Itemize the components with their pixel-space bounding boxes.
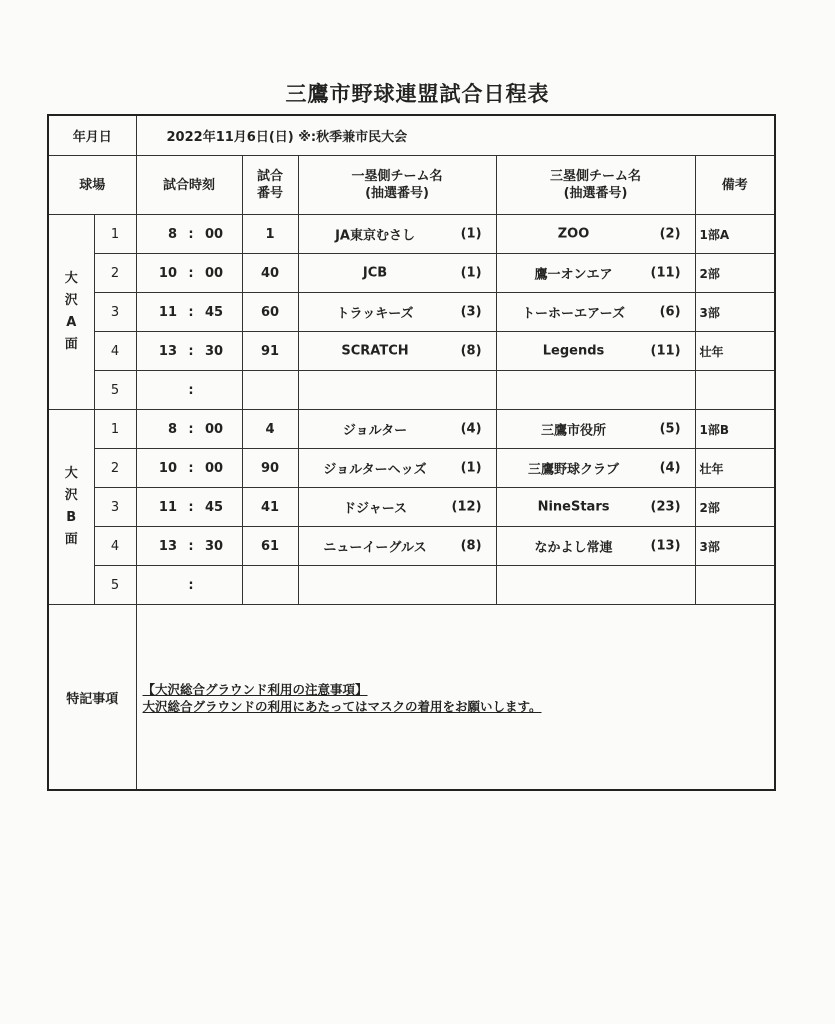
match-hour: 8: [167, 226, 178, 242]
match-row: [48, 449, 775, 488]
match-row: [48, 488, 775, 527]
time-colon: :: [188, 382, 194, 398]
match-minute: 30: [205, 538, 224, 554]
time-colon: :: [188, 460, 194, 476]
team-name: ジョルター: [342, 423, 408, 439]
notes-row: [48, 605, 775, 791]
team-name: ニューイーグルス: [323, 540, 427, 556]
lottery-number: (1): [460, 460, 482, 476]
match-time: [136, 254, 242, 293]
slot-number: 4: [94, 527, 136, 566]
first-base-team: [298, 527, 496, 566]
header-first-base: [298, 156, 496, 215]
remark: [695, 371, 775, 410]
remark: 壮年: [695, 332, 775, 371]
team-name: Legends: [542, 343, 605, 359]
team-name: なかよし常連: [534, 540, 613, 556]
match-row: [48, 410, 775, 449]
third-base-team: [496, 449, 695, 488]
header-third-base: [496, 156, 695, 215]
match-number: 1: [242, 215, 298, 254]
lottery-number: (4): [659, 460, 681, 476]
lottery-number: (8): [460, 538, 482, 554]
match-time: [136, 332, 242, 371]
lottery-number: (8): [460, 343, 482, 359]
match-time: [136, 527, 242, 566]
match-minute: 45: [205, 499, 224, 515]
lottery-number: (3): [460, 304, 482, 320]
slot-number: 5: [94, 371, 136, 410]
time-colon: :: [188, 226, 194, 242]
header-match-no: [242, 156, 298, 215]
notes-content: [136, 605, 775, 791]
match-row: [48, 293, 775, 332]
match-row: [48, 254, 775, 293]
header-first-base-line2: (抽選番号): [365, 186, 429, 201]
team-name: トラッキーズ: [336, 306, 414, 322]
remark: 1部B: [695, 410, 775, 449]
time-colon: :: [188, 343, 194, 359]
lottery-number: (11): [650, 343, 681, 359]
match-hour: 10: [158, 460, 178, 476]
match-number: 4: [242, 410, 298, 449]
venue-name-char: B: [66, 510, 77, 525]
slot-number: 2: [94, 449, 136, 488]
venue-name-char: 沢: [64, 488, 78, 503]
match-minute: 00: [205, 460, 224, 476]
match-number: 90: [242, 449, 298, 488]
lottery-number: (5): [659, 421, 681, 437]
third-base-team: [496, 254, 695, 293]
lottery-number: (6): [659, 304, 681, 320]
match-number: 91: [242, 332, 298, 371]
match-hour: 10: [158, 265, 178, 281]
team-name: JCB: [362, 265, 388, 281]
lottery-number: (11): [650, 265, 681, 281]
team-name: ZOO: [557, 226, 590, 242]
match-time: [136, 371, 242, 410]
remark: 3部: [695, 293, 775, 332]
first-base-team: [298, 449, 496, 488]
match-time: [136, 215, 242, 254]
match-number: 60: [242, 293, 298, 332]
time-colon: :: [188, 265, 194, 281]
match-time: [136, 293, 242, 332]
venue-name-char: 沢: [64, 293, 78, 308]
header-third-base-line1: 三塁側チーム名: [550, 169, 642, 184]
first-base-team: [298, 215, 496, 254]
team-name: トーホーエアーズ: [522, 306, 625, 322]
match-hour: 13: [158, 538, 178, 554]
remark: 3部: [695, 527, 775, 566]
date-label: 年月日: [48, 115, 136, 156]
team-name: 三鷹野球クラブ: [528, 462, 620, 478]
slot-number: 3: [94, 488, 136, 527]
third-base-team: [496, 215, 695, 254]
venue-name: [48, 215, 94, 410]
match-time: [136, 488, 242, 527]
third-base-team: [496, 332, 695, 371]
notes-line2: 大沢総合グラウンドの利用にあたってはマスクの着用をお願いします。: [142, 699, 542, 714]
notes-label: 特記事項: [48, 605, 136, 791]
first-base-team: [298, 254, 496, 293]
first-base-team: [298, 332, 496, 371]
lottery-number: (4): [460, 421, 482, 437]
venue-name-char: 大: [64, 271, 78, 286]
time-colon: :: [188, 421, 194, 437]
time-colon: :: [188, 577, 194, 593]
remark: 壮年: [695, 449, 775, 488]
time-colon: :: [188, 499, 194, 515]
match-number: 40: [242, 254, 298, 293]
date-row: [48, 115, 775, 156]
header-match-no-line2: 番号: [257, 186, 284, 201]
header-venue: 球場: [48, 156, 136, 215]
match-row: [48, 215, 775, 254]
remark: 2部: [695, 488, 775, 527]
team-name: ジョルターヘッズ: [323, 462, 427, 478]
venue-name: [48, 410, 94, 605]
match-minute: 00: [205, 265, 224, 281]
header-time: 試合時刻: [136, 156, 242, 215]
match-minute: 30: [205, 343, 224, 359]
team-name: 鷹一オンエア: [534, 267, 613, 283]
first-base-team: [298, 293, 496, 332]
slot-number: 2: [94, 254, 136, 293]
slot-number: 1: [94, 410, 136, 449]
match-minute: 00: [205, 421, 224, 437]
notes-text: [143, 681, 542, 715]
team-name: ドジャース: [342, 501, 408, 517]
first-base-team: [298, 371, 496, 410]
schedule-table: [47, 114, 776, 791]
first-base-team: [298, 566, 496, 605]
header-remarks: 備考: [695, 156, 775, 215]
slot-number: 4: [94, 332, 136, 371]
team-name: SCRATCH: [341, 343, 409, 359]
lottery-number: (23): [650, 499, 681, 515]
match-number: [242, 566, 298, 605]
match-hour: 11: [158, 499, 178, 515]
third-base-team: [496, 566, 695, 605]
team-name: 三鷹市役所: [541, 423, 607, 439]
venue-name-char: A: [66, 315, 77, 330]
slot-number: 5: [94, 566, 136, 605]
match-number: 41: [242, 488, 298, 527]
remark: [695, 566, 775, 605]
notes-line1: 【大沢総合グラウンド利用の注意事項】: [142, 682, 368, 697]
time-colon: :: [188, 304, 194, 320]
remark: 2部: [695, 254, 775, 293]
match-hour: 8: [167, 421, 178, 437]
lottery-number: (2): [659, 226, 681, 242]
page-title: 三鷹市野球連盟試合日程表: [285, 82, 550, 106]
third-base-team: [496, 293, 695, 332]
date-value: 2022年11月6日(日) ※:秋季兼市民大会: [136, 115, 775, 156]
match-number: 61: [242, 527, 298, 566]
slot-number: 3: [94, 293, 136, 332]
match-row: [48, 371, 775, 410]
lottery-number: (12): [451, 499, 482, 515]
third-base-team: [496, 488, 695, 527]
lottery-number: (13): [650, 538, 681, 554]
match-minute: 00: [205, 226, 224, 242]
first-base-team: [298, 488, 496, 527]
header-first-base-line1: 一塁側チーム名: [351, 169, 443, 184]
match-hour: 11: [158, 304, 178, 320]
third-base-team: [496, 410, 695, 449]
header-third-base-line2: (抽選番号): [563, 186, 628, 201]
team-name: JA東京むさし: [335, 228, 415, 244]
venue-name-char: 面: [64, 532, 78, 547]
slot-number: 1: [94, 215, 136, 254]
first-base-team: [298, 410, 496, 449]
team-name: NineStars: [537, 499, 610, 515]
match-time: [136, 449, 242, 488]
lottery-number: (1): [460, 265, 482, 281]
match-time: [136, 410, 242, 449]
column-header-row: [48, 156, 775, 215]
remark: 1部A: [695, 215, 775, 254]
match-row: [48, 332, 775, 371]
match-time: [136, 566, 242, 605]
match-minute: 45: [205, 304, 224, 320]
venue-name-char: 大: [64, 466, 78, 481]
third-base-team: [496, 527, 695, 566]
match-row: [48, 566, 775, 605]
match-row: [48, 527, 775, 566]
match-number: [242, 371, 298, 410]
venue-name-char: 面: [64, 337, 78, 352]
time-colon: :: [188, 538, 194, 554]
third-base-team: [496, 371, 695, 410]
header-match-no-line1: 試合: [257, 169, 284, 184]
lottery-number: (1): [460, 226, 482, 242]
match-hour: 13: [158, 343, 178, 359]
